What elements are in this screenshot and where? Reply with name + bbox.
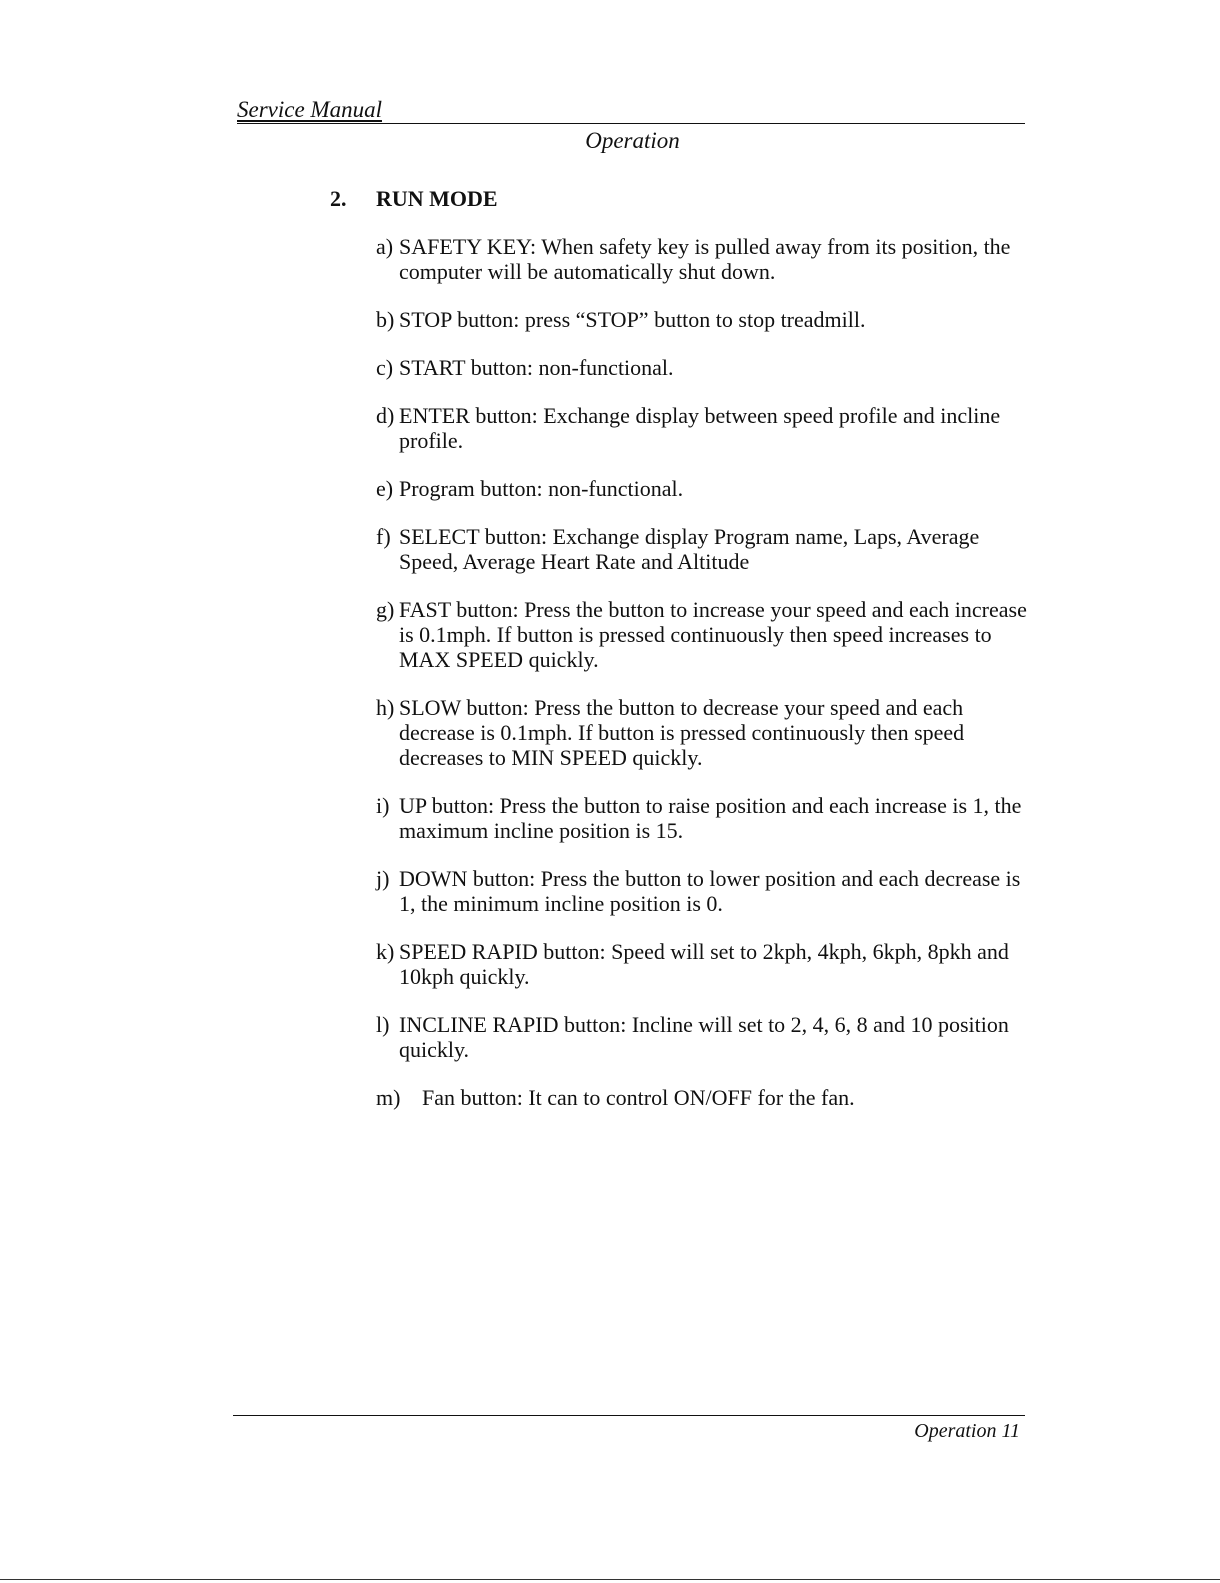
list-item	[376, 524, 1036, 574]
list-item-marker: k)	[376, 939, 395, 964]
list-item	[376, 476, 1036, 501]
list-item	[376, 1085, 1036, 1110]
list-item-text: SPEED RAPID button: Speed will set to 2kph, 4kph, 6kph, 8pkh and 10kph quickly.	[399, 939, 1009, 989]
list-item-marker: m)	[376, 1085, 401, 1110]
list-item	[376, 939, 1036, 989]
list-item-text: UP button: Press the button to raise position and each increase is 1, the maximum incline position is 15.	[399, 793, 1022, 843]
list-item-marker: l)	[376, 1012, 390, 1037]
list-item	[376, 234, 1036, 284]
footer-divider	[233, 1415, 1025, 1416]
list-item-marker: e)	[376, 476, 394, 501]
page-footer: Operation 11	[914, 1420, 1020, 1442]
list-item-marker: f)	[376, 524, 391, 549]
list-item-marker: c)	[376, 355, 394, 380]
header-divider	[237, 123, 1025, 124]
list-item	[376, 597, 1036, 672]
list-item	[376, 403, 1036, 453]
chapter-title: Operation	[585, 128, 680, 153]
list-item-marker: h)	[376, 695, 395, 720]
list-item-marker: j)	[376, 866, 390, 891]
list-item-text: SAFETY KEY: When safety key is pulled away from its position, the computer will be automatically shut down.	[399, 234, 1011, 284]
list-item-text: Program button: non-functional.	[399, 476, 684, 501]
list-item	[376, 307, 1036, 332]
list-item-text: SELECT button: Exchange display Program name, Laps, Average Speed, Average Heart Rate and Altitude	[399, 524, 980, 574]
scan-edge-line	[0, 1579, 1220, 1580]
list-item-marker: b)	[376, 307, 395, 332]
list-item-text: DOWN button: Press the button to lower position and each decrease is 1, the minimum incline position is 0.	[399, 866, 1021, 916]
section-heading	[330, 186, 498, 212]
list-item	[376, 695, 1036, 770]
section-number: 2.	[330, 186, 347, 211]
list-item-text: SLOW button: Press the button to decrease your speed and each decrease is 0.1mph. If button is pressed continuously then speed decreases to MIN SPEED quickly.	[399, 695, 965, 770]
run-mode-list	[376, 234, 1036, 1133]
list-item-marker: d)	[376, 403, 395, 428]
list-item	[376, 355, 1036, 380]
manual-title: Service Manual	[237, 97, 382, 122]
list-item	[376, 793, 1036, 843]
list-item-marker: i)	[376, 793, 390, 818]
list-item	[376, 866, 1036, 916]
section-title: RUN MODE	[376, 186, 498, 211]
list-item-marker: a)	[376, 234, 394, 259]
list-item-text: FAST button: Press the button to increase your speed and each increase is 0.1mph. If button is pressed continuously then speed increases to MAX SPEED quickly.	[399, 597, 1027, 672]
list-item-text: STOP button: press “STOP” button to stop treadmill.	[399, 307, 866, 332]
list-item	[376, 1012, 1036, 1062]
list-item-text: START button: non-functional.	[399, 355, 674, 380]
list-item-marker: g)	[376, 597, 395, 622]
list-item-text: INCLINE RAPID button: Incline will set to 2, 4, 6, 8 and 10 position quickly.	[399, 1012, 1009, 1062]
list-item-text: ENTER button: Exchange display between speed profile and incline profile.	[399, 403, 1001, 453]
list-item-text: Fan button: It can to control ON/OFF for the fan.	[422, 1085, 855, 1110]
